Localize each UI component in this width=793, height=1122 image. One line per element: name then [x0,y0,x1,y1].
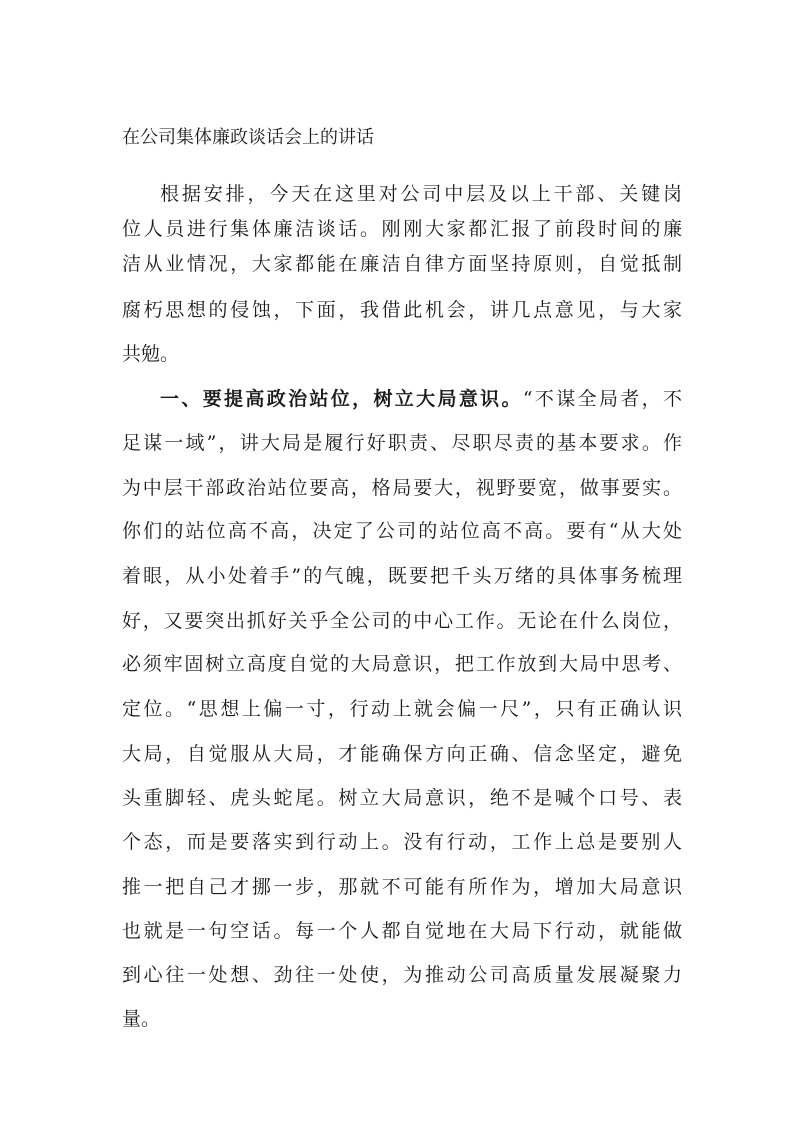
paragraph-2-line-2: 足谋一域”，讲大局是履行好职责、尽职尽责的基本要求。作 [122,432,682,454]
paragraph-2-line-8: 定位。“思想上偏一寸，行动上就会偏一尺”，只有正确认识 [122,698,682,720]
paragraph-2-line-3: 为中层干部政治站位要高，格局要大，视野要宽，做事要实。 [122,477,682,499]
section-heading: 一、要提高政治站位，树立大局意识。 [160,388,523,410]
paragraph-2-line-4: 你们的站位高不高，决定了公司的站位高不高。要有“从大处 [122,520,682,542]
paragraph-2-line-12: 推一把自己才挪一步，那就不可能有所作为，增加大局意识 [122,876,682,898]
paragraph-1-line-5: 共勉。 [122,343,180,365]
paragraph-2-line-1-rest: “不谋全局者，不 [522,388,682,410]
paragraph-2-line-7: 必须牢固树立高度自觉的大局意识，把工作放到大局中思考、 [122,653,682,675]
paragraph-2-line-15: 量。 [122,1008,161,1030]
paragraph-2-line-13: 也就是一句空话。每一个人都自觉地在大局下行动，就能做 [122,920,682,942]
document-title: 在公司集体廉政谈话会上的讲话 [122,127,374,148]
paragraph-2-line-6: 好，又要突出抓好关乎全公司的中心工作。无论在什么岗位， [122,610,682,632]
paragraph-1-line-4: 腐朽思想的侵蚀，下面，我借此机会，讲几点意见，与大家 [122,299,682,321]
paragraph-2-line-9: 大局，自觉服从大局，才能确保方向正确、信念坚定，避免 [122,743,682,765]
paragraph-1-line-3: 洁从业情况，大家都能在廉洁自律方面坚持原则，自觉抵制 [122,253,682,275]
paragraph-1-line-1: 根据安排，今天在这里对公司中层及以上干部、关键岗 [160,183,682,205]
paragraph-1-line-2: 位人员进行集体廉洁谈话。刚刚大家都汇报了前段时间的廉 [122,218,682,240]
paragraph-2-line-10: 头重脚轻、虎头蛇尾。树立大局意识，绝不是喊个口号、表 [122,787,682,809]
paragraph-2-line-5: 着眼，从小处着手”的气魄，既要把千头万绪的具体事务梳理 [122,565,682,587]
paragraph-2-line-11: 个态，而是要落实到行动上。没有行动，工作上总是要别人 [122,831,682,853]
paragraph-2-line-1 [160,381,682,417]
paragraph-2-line-14: 到心往一处想、劲往一处使，为推动公司高质量发展凝聚力 [122,964,682,986]
